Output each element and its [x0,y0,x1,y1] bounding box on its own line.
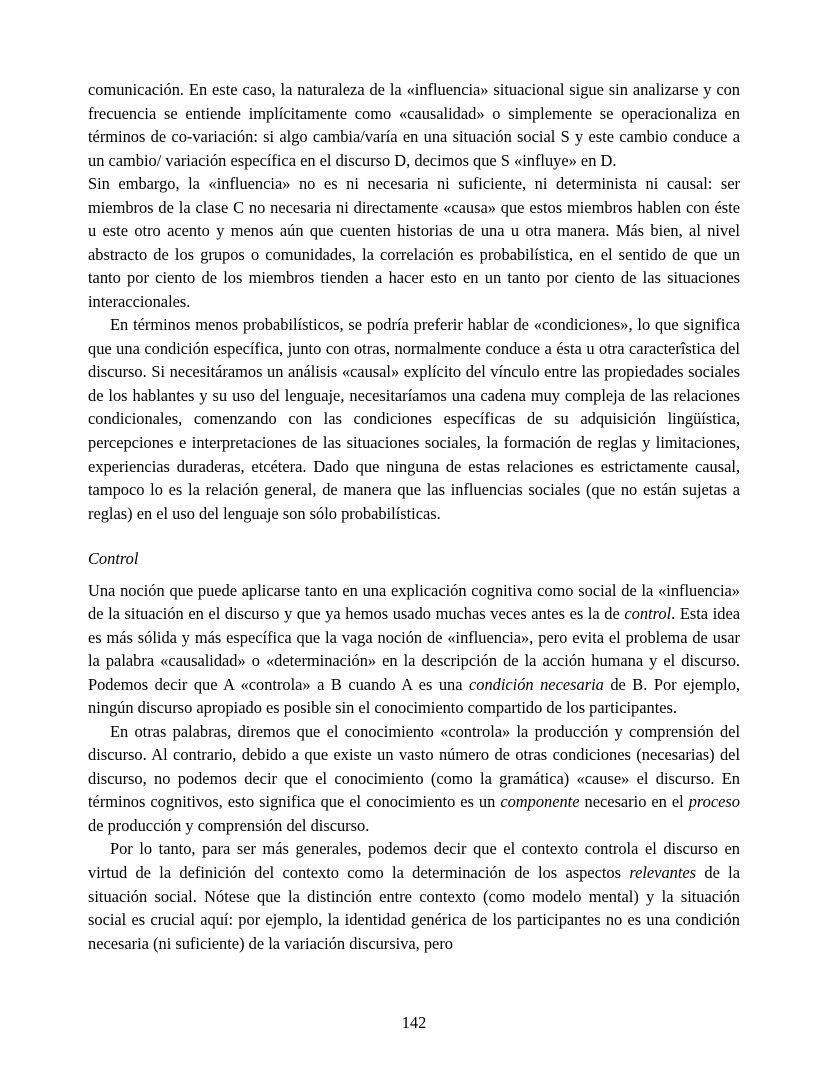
page-number: 142 [401,1013,427,1032]
paragraph: En términos menos probabilísticos, se podría preferir hablar de «condiciones», lo que significa que una condición específica, junto con otras, normalmente conduce a ésta u otra caracterîstica del discurso. Si necesitáramos un análisis «causal» explícito del vínculo entre las propiedades sociales de los hablantes y su uso del lenguaje, necesitaríamos una cadena muy compleja de las relaciones condicionales, comenzando con las condiciones específicas de su adquisición lingüística, percepciones e interpretaciones de las situaciones sociales, la formación de reglas y limitaciones, experiencias duraderas, etcétera. Dado que ninguna de estas relaciones es estrictamente causal, tampoco lo es la relación general, de manera que las influencias sociales (que no están sujetas a reglas) en el uso del lenguaje son sólo probabilísticas. [88,315,740,523]
paragraph: Una noción que puede aplicarse tanto en una explicación cognitiva como social de la «influencia» de la situación en el discurso y que ya hemos usado muchas veces antes es la de control. Esta idea es más sólida y más específica que la vaga noción de «influencia», pero evita el problema de usar la palabra «causalidad» o «determinación» en la descripción de la acción humana y el discurso. Podemos decir que A «controla» a B cuando A es una condición necesaria de B. Por ejemplo, ningún discurso apropiado es posible sin el conocimiento compartido de los participantes. [88,580,740,718]
section-heading: Control [88,549,139,569]
section-body-text [88,579,740,956]
paragraph: comunicación. En este caso, la naturaleza de la «influencia» situacional sigue sin analizarse y con frecuencia se entiende implícitamente como «causalidad» o simplemente se operacionaliza en términos de co-variación: si algo cambia/varía en una situación social S y este cambio conduce a un cambio/ variación específica en el discurso D, decimos que S «influye» en D. [88,80,740,170]
paragraph: Por lo tanto, para ser más generales, podemos decir que el contexto controla el discurso en virtud de la definición del contexto como la determinación de los aspectos relevantes de la situación social. Nótese que la distinción entre contexto (como modelo mental) y la situación social es crucial aquí: por ejemplo, la identidad genérica de los participantes no es una condición necesaria (ni suficiente) de la variación discursiva, pero [88,839,740,953]
body-text-block [88,78,740,525]
paragraph: En otras palabras, diremos que el conocimiento «controla» la producción y comprensión del discurso. Al contrario, debido a que existe un vasto número de otras condiciones (necesarias) del discurso, no podemos decir que el conocimiento (como la gramática) «cause» el discurso. En términos cognitivos, esto significa que el conocimiento es un componente necesario en el proceso de producción y comprensión del discurso. [88,721,740,835]
paragraph: Sin embargo, la «influencia» no es ni necesaria ni suficiente, ni determinista ni causal: ser miembros de la clase C no necesaria ni directamente «causa» que estos miembros hablen con éste u este otro acento y menos aún que cuenten historias de una u otra manera. Más bien, al nivel abstracto de los grupos o comunidades, la correlación es probabilística, en el sentido de que un tanto por ciento de los miembros tienden a hacer esto en un tanto por ciento de las situaciones interaccionales. [88,174,740,311]
